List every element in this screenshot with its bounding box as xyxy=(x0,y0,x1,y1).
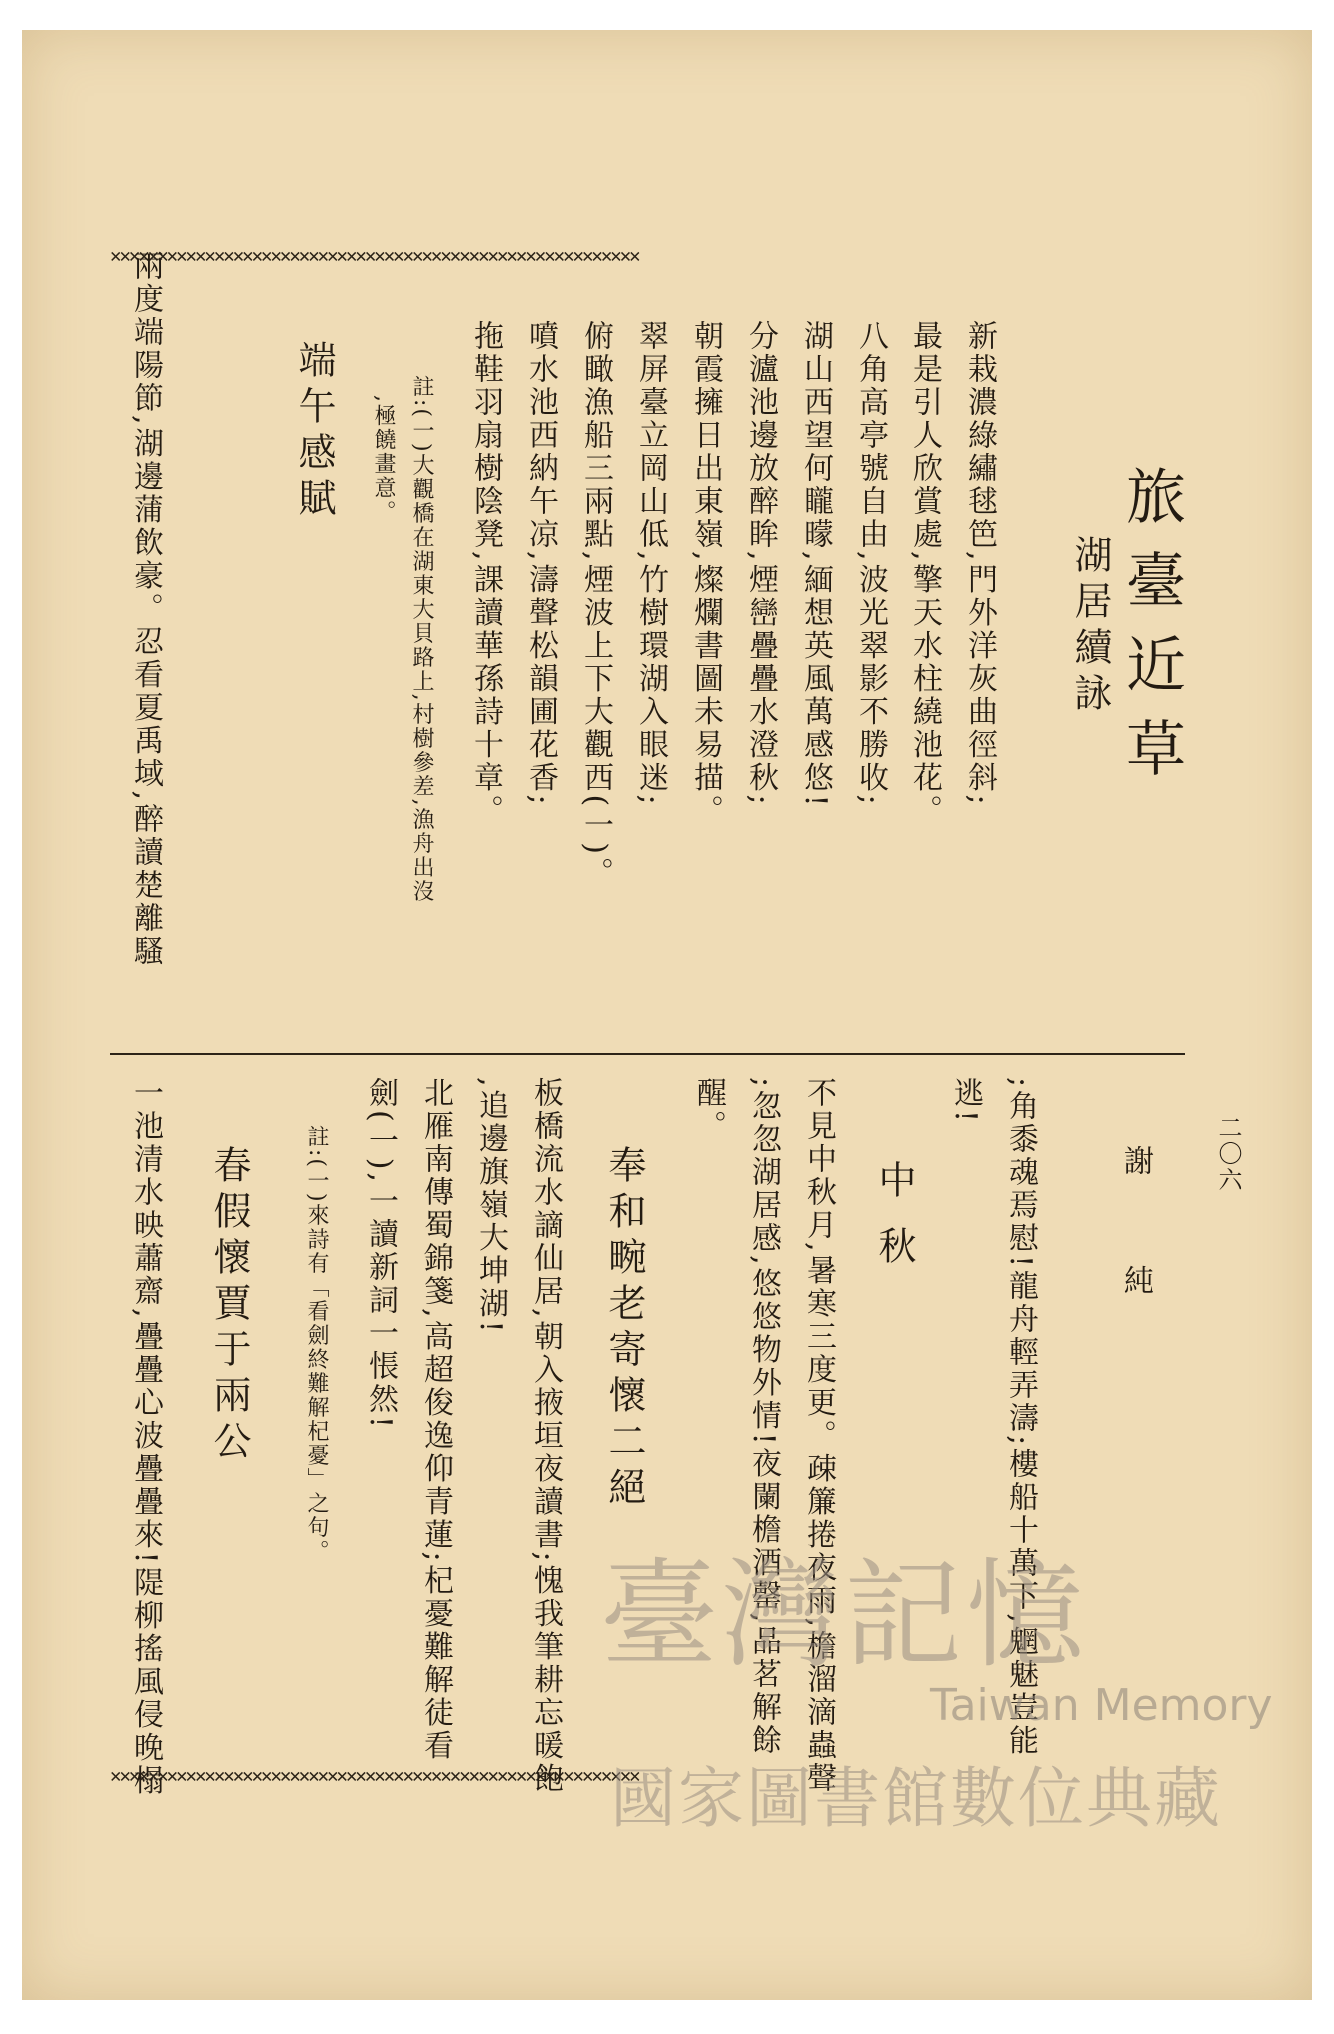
verse-line: 劍(一),一讀新詞一悵然! xyxy=(363,1077,398,1431)
verse-line: 不見中秋月,暑寒三度更。疎簾捲夜雨,檐溜滴蟲聲 xyxy=(801,1077,836,1796)
bottom-ornamental-border: ✕✕✕✕✕✕✕✕✕✕✕✕✕✕✕✕✕✕✕✕✕✕✕✕✕✕✕✕✕✕✕✕✕✕✕✕✕✕✕✕✕✕✕✕✕✕✕✕✕✕✕✕✕✕✕✕ xyxy=(110,1765,639,1787)
footnote: ,極饒畫意。 xyxy=(371,395,396,524)
main-title: 旅臺近草 xyxy=(1116,465,1186,801)
poem-title-duanwu: 端午感賦 xyxy=(292,340,336,524)
poem-title-fenghe: 奉和畹老寄懷二絕 xyxy=(602,1145,646,1513)
verse-line: 拖鞋羽扇樹陰凳,課讀華孫詩十章。 xyxy=(468,320,503,828)
verse-line: ,追邊旗嶺大坤湖! xyxy=(473,1077,508,1336)
verse-line: ;角黍魂焉慰!龍舟輕弄濤;樓船十萬下,魍魅豈能 xyxy=(1003,1077,1038,1758)
section-divider xyxy=(110,1053,1185,1055)
verse-line: 俯瞰漁船三兩點,煙波上下大觀西(一)。 xyxy=(578,320,613,890)
verse-line: ;忽忽湖居感,悠悠物外情!夜闌檐酒罄,品茗解餘 xyxy=(746,1077,781,1758)
verse-line: 最是引人欣賞處,擎天水柱繞池花。 xyxy=(907,320,942,828)
watermark-library: 國家圖書館數位典藏 xyxy=(610,1760,1222,1837)
verse-line: 逃! xyxy=(948,1077,983,1126)
verse-line: 翠屏臺立岡山低,竹樹環湖入眼迷; xyxy=(633,320,668,808)
verse-line: 湖山西望何矓曚,緬想英風萬感悠! xyxy=(798,320,833,810)
verse-line: 八角高亭號自由,波光翠影不勝收; xyxy=(853,320,888,808)
verse-line: 分瀘池邊放醉眸,煙巒疊疊水澄秋; xyxy=(743,320,778,808)
verse-line: 醒。 xyxy=(691,1077,726,1143)
verse-line: 板橋流水謫仙居,朝入掖垣夜讀書;愧我筆耕忘暖飽 xyxy=(528,1077,563,1796)
poem-title-huju: 湖居續詠 xyxy=(1068,535,1112,719)
footnote: 註:(一)來詩有「看劍終難解杞憂」之句。 xyxy=(304,1125,329,1564)
author-name: 謝 純 xyxy=(1118,1145,1153,1335)
poem-title-zhongqiu: 中 秋 xyxy=(872,1160,916,1273)
verse-line: 新栽濃綠繡毬笆,門外洋灰曲徑斜; xyxy=(962,320,997,808)
watermark-english: Taiwan Memory xyxy=(930,1680,1273,1731)
watermark-calligraphy: 臺灣記憶 xyxy=(600,1546,1089,1684)
page-number: 二〇六 xyxy=(1214,1115,1242,1193)
verse-line: 北雁南傳蜀錦箋,高超俊逸仰青蓮;杞憂難解徒看 xyxy=(418,1077,453,1763)
footnote: 註:(一)大觀橋在湖東大貝路上,村樹參差,漁舟出沒 xyxy=(409,375,434,904)
verse-line: 噴水池西納午凉,濤聲松韻圃花香; xyxy=(523,320,558,808)
verse-line: 兩度端陽節,湖邊蒲飲豪。忍看夏禹域,醉讀楚離騷 xyxy=(128,250,163,969)
verse-line: 一池清水映蕭齋,疊疊心波疊疊來!隄柳搖風侵晚榻 xyxy=(128,1077,163,1798)
poem-title-chunjia: 春假懷賈于兩公 xyxy=(207,1145,251,1467)
top-ornamental-border: ✕✕✕✕✕✕✕✕✕✕✕✕✕✕✕✕✕✕✕✕✕✕✕✕✕✕✕✕✕✕✕✕✕✕✕✕✕✕✕✕✕✕✕✕✕✕✕✕✕✕✕✕✕✕✕✕ xyxy=(110,245,639,267)
verse-line: 朝霞擁日出東嶺,燦爛書圖未易描。 xyxy=(688,320,723,828)
